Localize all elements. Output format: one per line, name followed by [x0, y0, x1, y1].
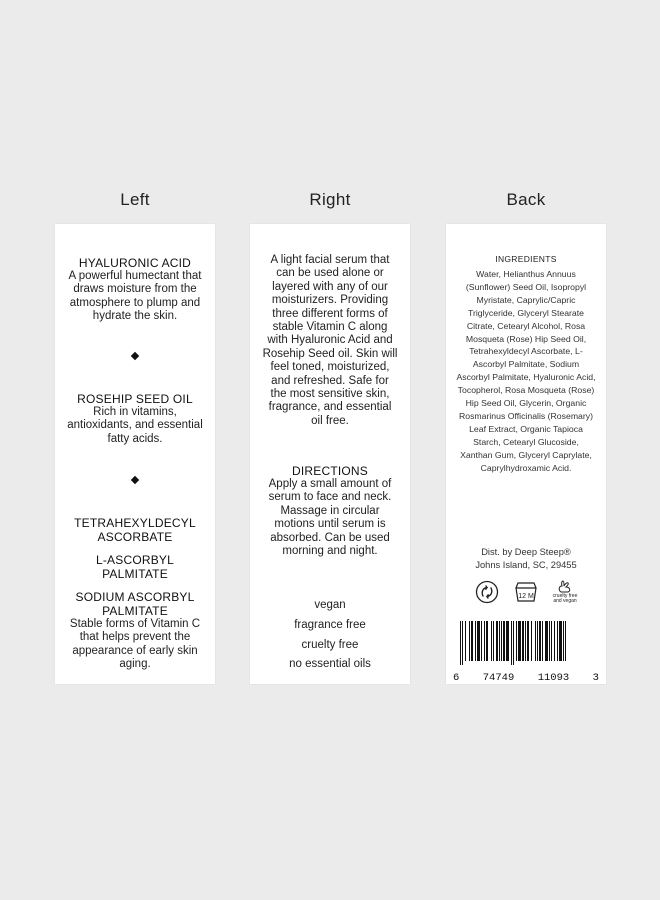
bunny-icon — [556, 580, 574, 594]
barcode-digit-last: 3 — [592, 672, 599, 684]
directions-heading: DIRECTIONS — [291, 464, 368, 478]
directions-text: Apply a small amount of serum to face and neck. Massage in circular motions until serum is absorbed. Can be used morning and night. — [268, 478, 392, 558]
barcode-number — [452, 672, 600, 684]
l-ascorbyl-palmitate-heading: L-ASCORBYL PALMITATE — [95, 553, 175, 581]
tetrahexyldecyl-ascorbate-heading: TETRAHEXYLDECYL ASCORBATE — [74, 516, 196, 544]
ingredients-heading: INGREDIENTS — [495, 254, 557, 264]
distributor-address: Johns Island, SC, 29455 — [475, 559, 577, 570]
claim-vegan: vegan — [314, 599, 346, 611]
sodium-ascorbyl-palmitate-heading: SODIUM ASCORBYL PALMITATE — [75, 590, 195, 618]
open-jar-icon — [513, 581, 539, 603]
barcode-bars — [452, 621, 600, 665]
back-panel-title: Back — [506, 190, 546, 209]
barcode-left-group: 74749 — [482, 672, 515, 684]
back-label-panel — [446, 224, 606, 684]
left-label-panel — [55, 224, 215, 684]
barcode-right-group: 11093 — [537, 672, 570, 684]
claim-fragrance-free: fragrance free — [294, 618, 366, 631]
left-panel-title: Left — [120, 190, 150, 209]
recycle-icon — [475, 580, 499, 604]
hyaluronic-acid-description: A powerful humectant that draws moisture from the atmosphere to plump and hydrate the skin. — [68, 270, 202, 323]
distributor-name: Dist. by Deep Steep® — [481, 547, 571, 557]
product-claims-list — [250, 599, 410, 678]
hyaluronic-acid-heading: HYALURONIC ACID — [78, 256, 192, 270]
and-vegan-text: and vegan — [553, 598, 577, 604]
rosehip-seed-oil-section — [67, 392, 203, 446]
product-description: A light facial serum that can be used alone or layered with any of our moisturizers. Providing three different forms of stable Vitamin C along with Hyaluronic Acid and Rosehip Seed oil. Skin will feel toned, moisturized, and refreshed. Safe for the most sensitive skin, fragrance, and essential oil free. — [262, 254, 398, 427]
diamond-divider-icon — [131, 352, 139, 360]
claim-no-essential-oils: no essential oils — [289, 658, 371, 671]
directions-section — [262, 464, 398, 558]
rosehip-seed-oil-heading: ROSEHIP SEED OIL — [77, 392, 193, 406]
barcode-digit-first: 6 — [453, 672, 460, 684]
ingredients-list: Water, Helianthus Annuus (Sunflower) Seed Oil, Isopropyl Myristate, Caprylic/Capric Triglyceride, Glyceryl Stearate Citrate, Cetearyl Alcohol, Rosa Mosqueta (Rose) Hip Seed Oil, Tetrahexyldecyl Ascorbate, L-Ascorbyl Palmitate, Sodium Ascorbyl Palmitate, Hyaluronic Acid, Tocopherol, Rosa Mosqueta (Rose) Hip Seed Oil, Glycerin, Organic Rosmarinus Officinalis (Rosemary) Leaf Extract, Organic Tapioca Starch, Cetearyl Glucoside, Xanthan Gum, Glyceryl Caprylate, Caprylhydroxamic Acid. — [456, 269, 596, 473]
pao-label: 12 M — [517, 593, 534, 600]
label-symbols — [446, 580, 606, 604]
barcode — [452, 621, 600, 684]
right-panel-title: Right — [309, 190, 351, 209]
vitamin-c-description: Stable forms of Vitamin C that helps prevent the appearance of early skin aging. — [69, 618, 201, 671]
cruelty-free-text: cruelty free — [552, 593, 578, 599]
hyaluronic-acid-section — [67, 256, 203, 324]
rosehip-seed-oil-description: Rich in vitamins, antioxidants, and essential fatty acids. — [67, 406, 203, 445]
right-label-panel — [250, 224, 410, 684]
diamond-divider-icon — [131, 476, 139, 484]
claim-cruelty-free: cruelty free — [301, 638, 359, 651]
vitamin-c-section — [65, 516, 205, 672]
distributor-info — [446, 546, 606, 571]
cruelty-free-badge — [553, 580, 578, 604]
